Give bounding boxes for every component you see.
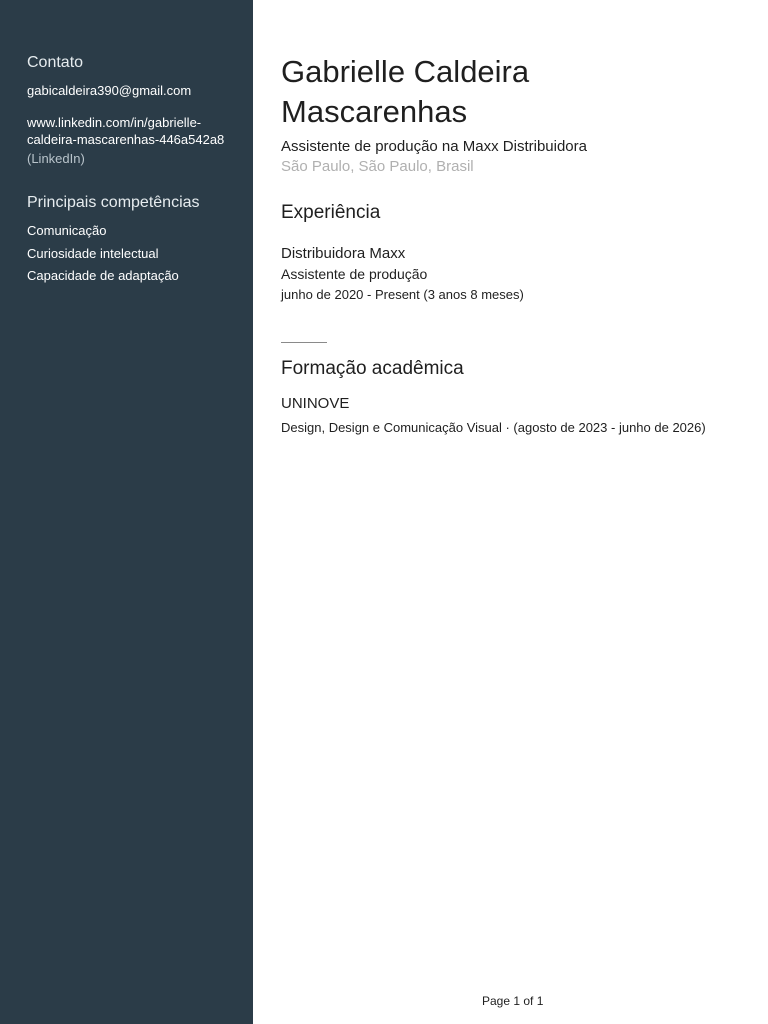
section-divider [281, 342, 327, 343]
linkedin-url-line-1[interactable]: www.linkedin.com/in/gabrielle- [27, 115, 202, 130]
profile-location: São Paulo, São Paulo, Brasil [281, 158, 474, 175]
education-degree: Design, Design e Comunicação Visual · (agosto de 2023 - junho de 2026) [281, 420, 706, 435]
experience-company: Distribuidora Maxx [281, 245, 406, 262]
skill-item: Curiosidade intelectual [27, 246, 159, 261]
experience-dates: junho de 2020 - Present (3 anos 8 meses) [281, 287, 524, 302]
skill-item: Comunicação [27, 223, 107, 238]
linkedin-url-line-2[interactable]: caldeira-mascarenhas-446a542a8 [27, 132, 225, 147]
linkedin-label: (LinkedIn) [27, 151, 85, 166]
sidebar [0, 0, 253, 1024]
education-school: UNINOVE [281, 395, 350, 412]
experience-heading: Experiência [281, 202, 381, 223]
profile-name-line-2: Mascarenhas [281, 94, 468, 129]
page-number: Page 1 of 1 [482, 994, 544, 1008]
skills-heading: Principais competências [27, 194, 200, 211]
experience-role: Assistente de produção [281, 266, 428, 282]
profile-name-line-1: Gabrielle Caldeira [281, 54, 530, 89]
skill-item: Capacidade de adaptação [27, 268, 179, 283]
email-link[interactable]: gabicaldeira390@gmail.com [27, 83, 192, 98]
profile-headline: Assistente de produção na Maxx Distribuidora [281, 138, 587, 155]
education-heading: Formação acadêmica [281, 358, 464, 379]
contact-heading: Contato [27, 54, 84, 71]
